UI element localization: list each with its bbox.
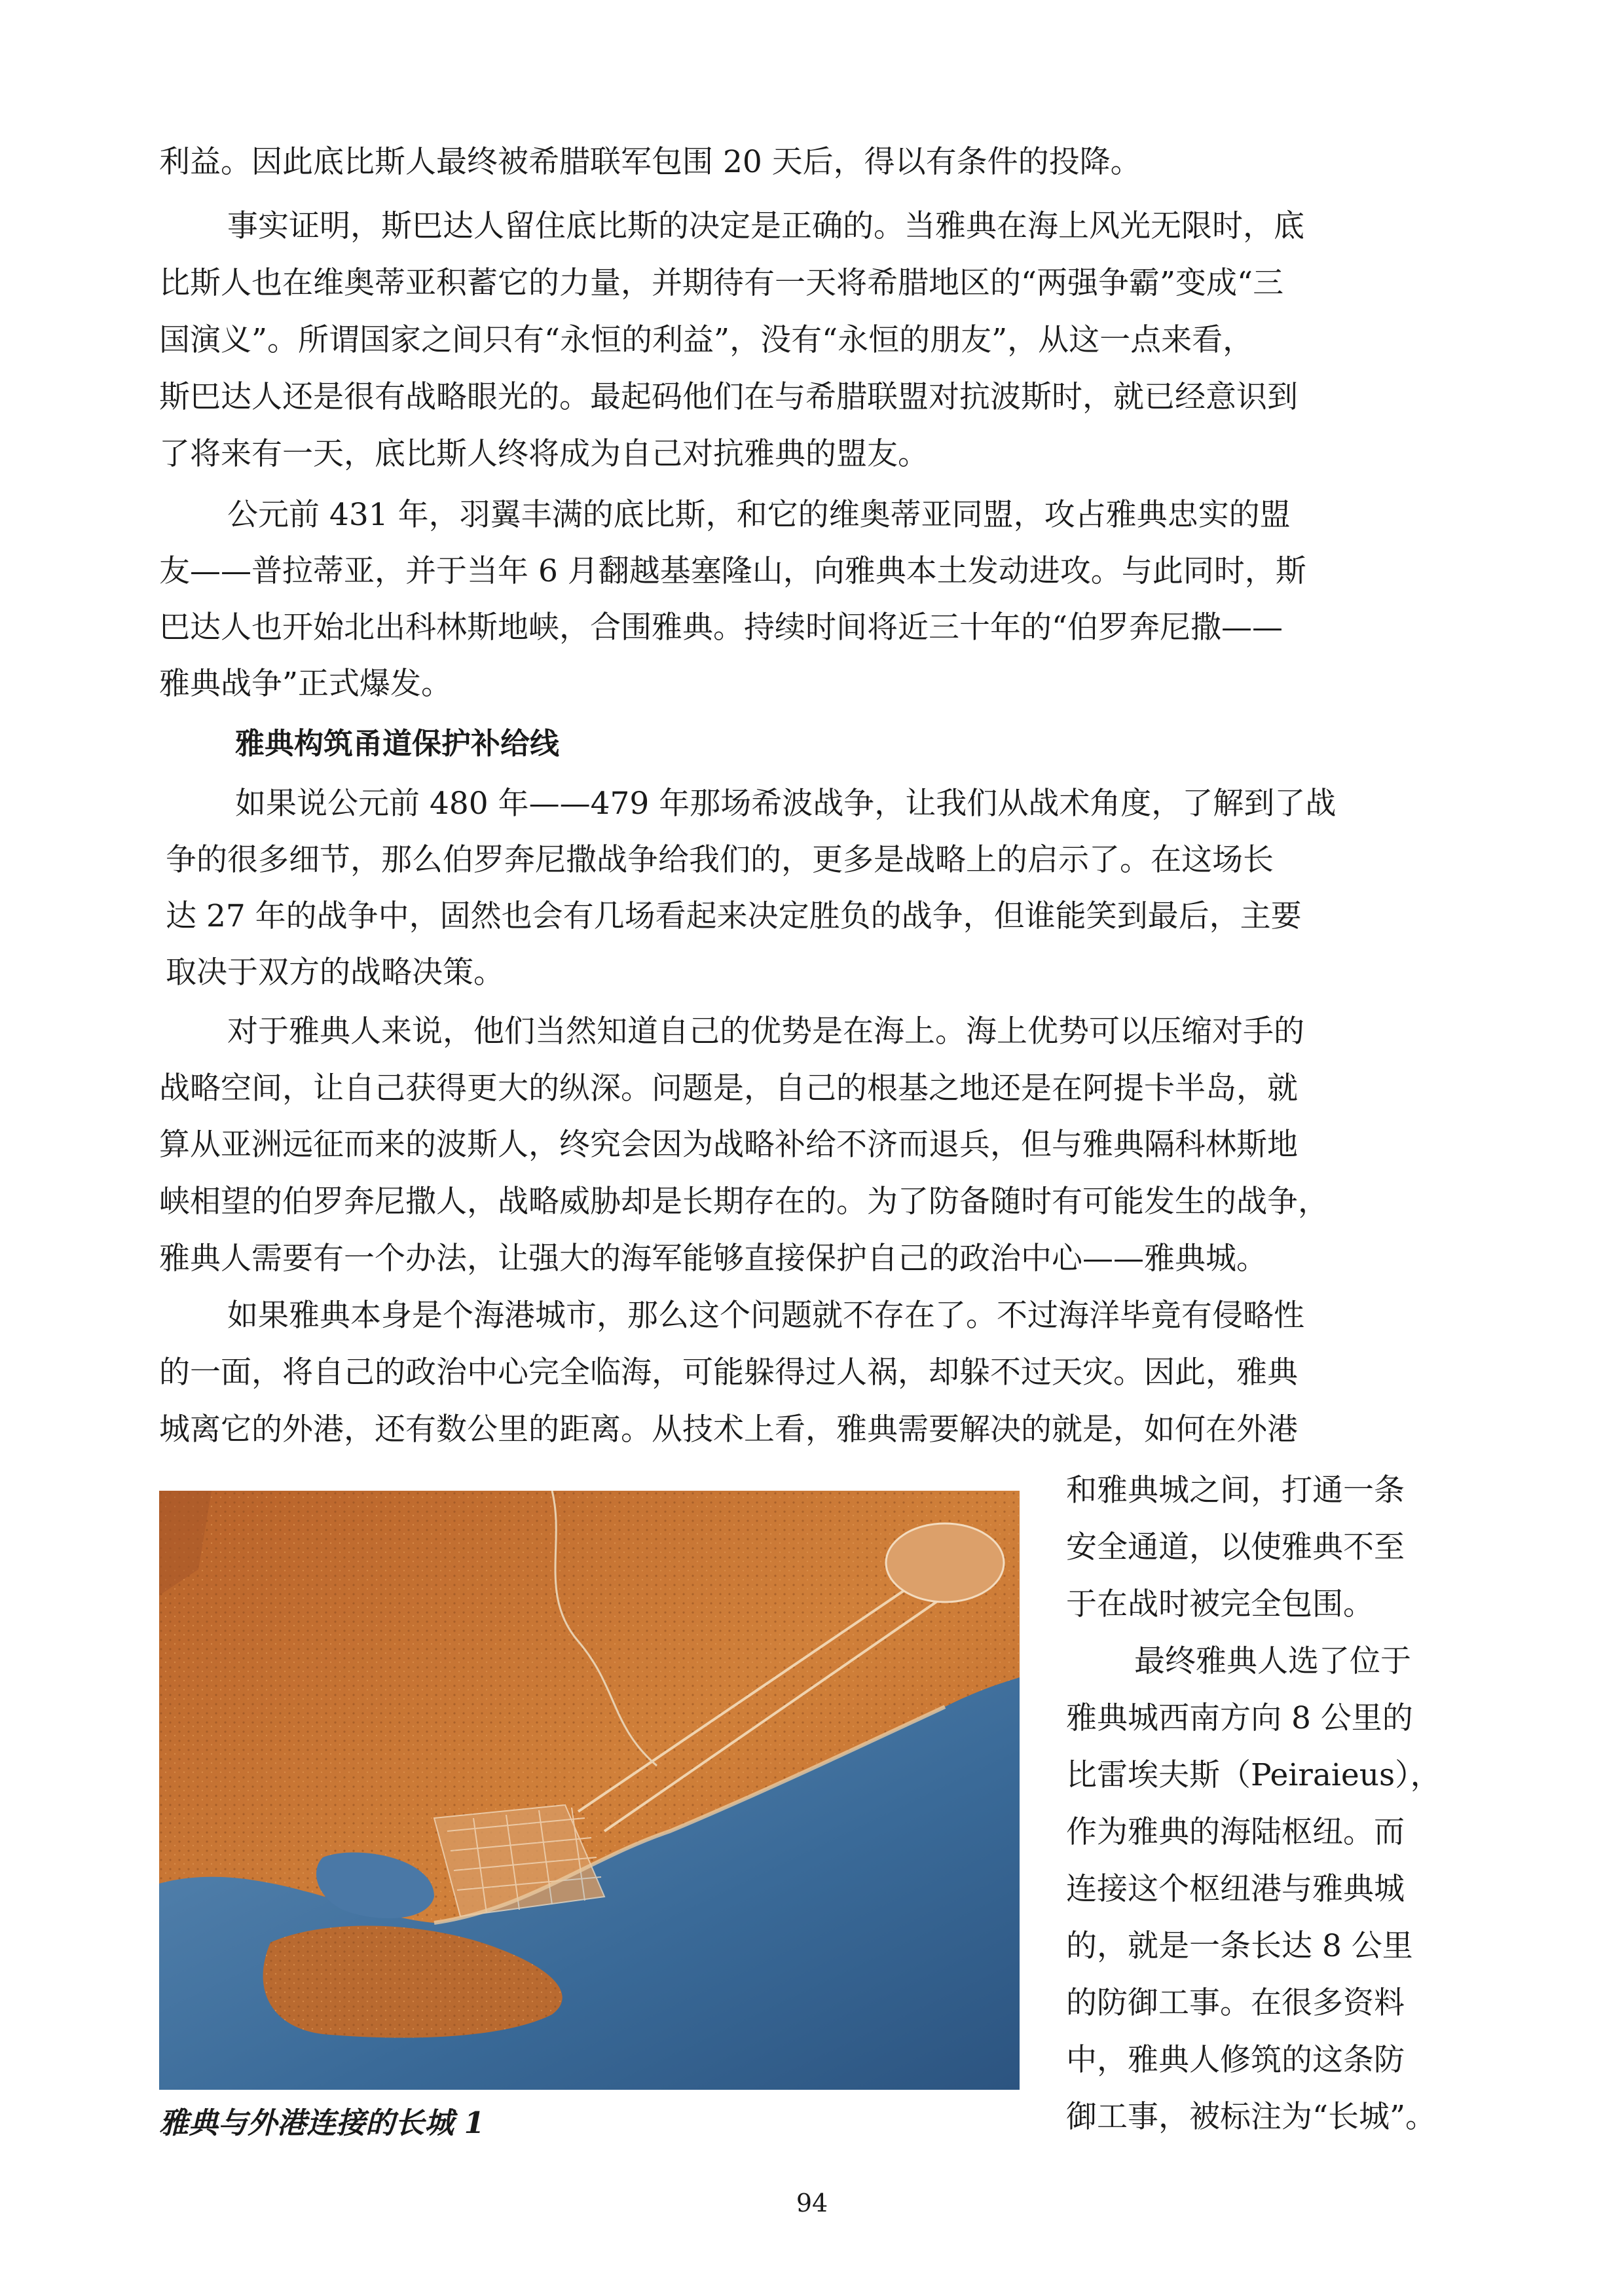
text-line-35: 御工事，被标注为“长城”。 <box>1066 2099 1437 2135</box>
text-line-34: 中，雅典人修筑的这条防 <box>1066 2042 1405 2078</box>
text-line-24: 和雅典城之间，打通一条 <box>1066 1472 1405 1508</box>
text-line-33: 的防御工事。在很多资料 <box>1066 1985 1405 2021</box>
text-line-19: 峡相望的伯罗奔尼撒人，战略威胁却是长期存在的。为了防备随时有可能发生的战争， <box>159 1184 1329 1220</box>
figure-caption: 雅典与外港连接的长城 1 <box>159 2105 485 2140</box>
text-line-2: 事实证明，斯巴达人留住底比斯的决定是正确的。当雅典在海上风光无限时，底 <box>227 208 1304 244</box>
text-line-9: 巴达人也开始北出科林斯地峡，合围雅典。持续时间将近三十年的“伯罗奔尼撒—— <box>159 610 1283 646</box>
text-line-5: 斯巴达人还是很有战略眼光的。最起码他们在与希腊联盟对抗波斯时，就已经意识到 <box>159 379 1298 415</box>
text-line-13: 争的很多细节，那么伯罗奔尼撒战争给我们的，更多是战略上的启示了。在这场长 <box>166 842 1274 878</box>
text-line-10: 雅典战争”正式爆发。 <box>159 666 452 702</box>
text-line-21: 如果雅典本身是个海港城市，那么这个问题就不存在了。不过海洋毕竟有侵略性 <box>227 1298 1304 1334</box>
text-line-28: 雅典城西南方向 8 公里的 <box>1066 1700 1413 1736</box>
text-line-23: 城离它的外港，还有数公里的距离。从技术上看，雅典需要解决的就是，如何在外港 <box>159 1412 1298 1448</box>
page-number: 94 <box>796 2189 828 2217</box>
text-line-17: 战略空间，让自己获得更大的纵深。问题是，自己的根基之地还是在阿提卡半岛，就 <box>159 1070 1298 1106</box>
text-line-3: 比斯人也在维奥蒂亚积蓄它的力量，并期待有一天将希腊地区的“两强争霸”变成“三 <box>159 265 1284 301</box>
text-line-30: 作为雅典的海陆枢纽。而 <box>1066 1814 1405 1850</box>
text-line-27: 最终雅典人选了位于 <box>1134 1643 1411 1679</box>
text-line-8: 友——普拉蒂亚，并于当年 6 月翻越基塞隆山，向雅典本土发动进攻。与此同时，斯 <box>159 553 1306 589</box>
text-line-1: 利益。因此底比斯人最终被希腊联军包围 20 天后，得以有条件的投降。 <box>159 144 1141 180</box>
harbor-map-illustration <box>159 1491 1020 2090</box>
text-line-32: 的，就是一条长达 8 公里 <box>1066 1928 1413 1964</box>
text-line-16: 对于雅典人来说，他们当然知道自己的优势是在海上。海上优势可以压缩对手的 <box>227 1013 1304 1049</box>
text-line-15: 取决于双方的战略决策。 <box>166 955 504 991</box>
section-heading: 雅典构筑甬道保护补给线 <box>235 726 560 761</box>
text-line-7: 公元前 431 年，羽翼丰满的底比斯，和它的维奥蒂亚同盟，攻占雅典忠实的盟 <box>227 497 1291 533</box>
text-line-31: 连接这个枢纽港与雅典城 <box>1066 1871 1405 1907</box>
text-line-29: 比雷埃夫斯（Peiraieus）， <box>1066 1757 1441 1793</box>
text-line-14: 达 27 年的战争中，固然也会有几场看起来决定胜负的战争，但谁能笑到最后，主要 <box>166 898 1302 934</box>
text-line-6: 了将来有一天，底比斯人终将成为自己对抗雅典的盟友。 <box>159 436 929 472</box>
text-line-20: 雅典人需要有一个办法，让强大的海军能够直接保护自己的政治中心——雅典城。 <box>159 1241 1267 1277</box>
text-line-26: 于在战时被完全包围。 <box>1066 1586 1374 1622</box>
text-line-18: 算从亚洲远征而来的波斯人，终究会因为战略补给不济而退兵，但与雅典隔科林斯地 <box>159 1127 1298 1163</box>
text-line-25: 安全通道，以使雅典不至 <box>1066 1529 1405 1565</box>
text-line-4: 国演义”。所谓国家之间只有“永恒的利益”，没有“永恒的朋友”，从这一点来看， <box>159 322 1254 358</box>
text-line-12: 如果说公元前 480 年——479 年那场希波战争，让我们从战术角度，了解到了战 <box>235 786 1337 822</box>
text-line-22: 的一面，将自己的政治中心完全临海，可能躲得过人祸，却躲不过天灾。因此，雅典 <box>159 1355 1298 1391</box>
